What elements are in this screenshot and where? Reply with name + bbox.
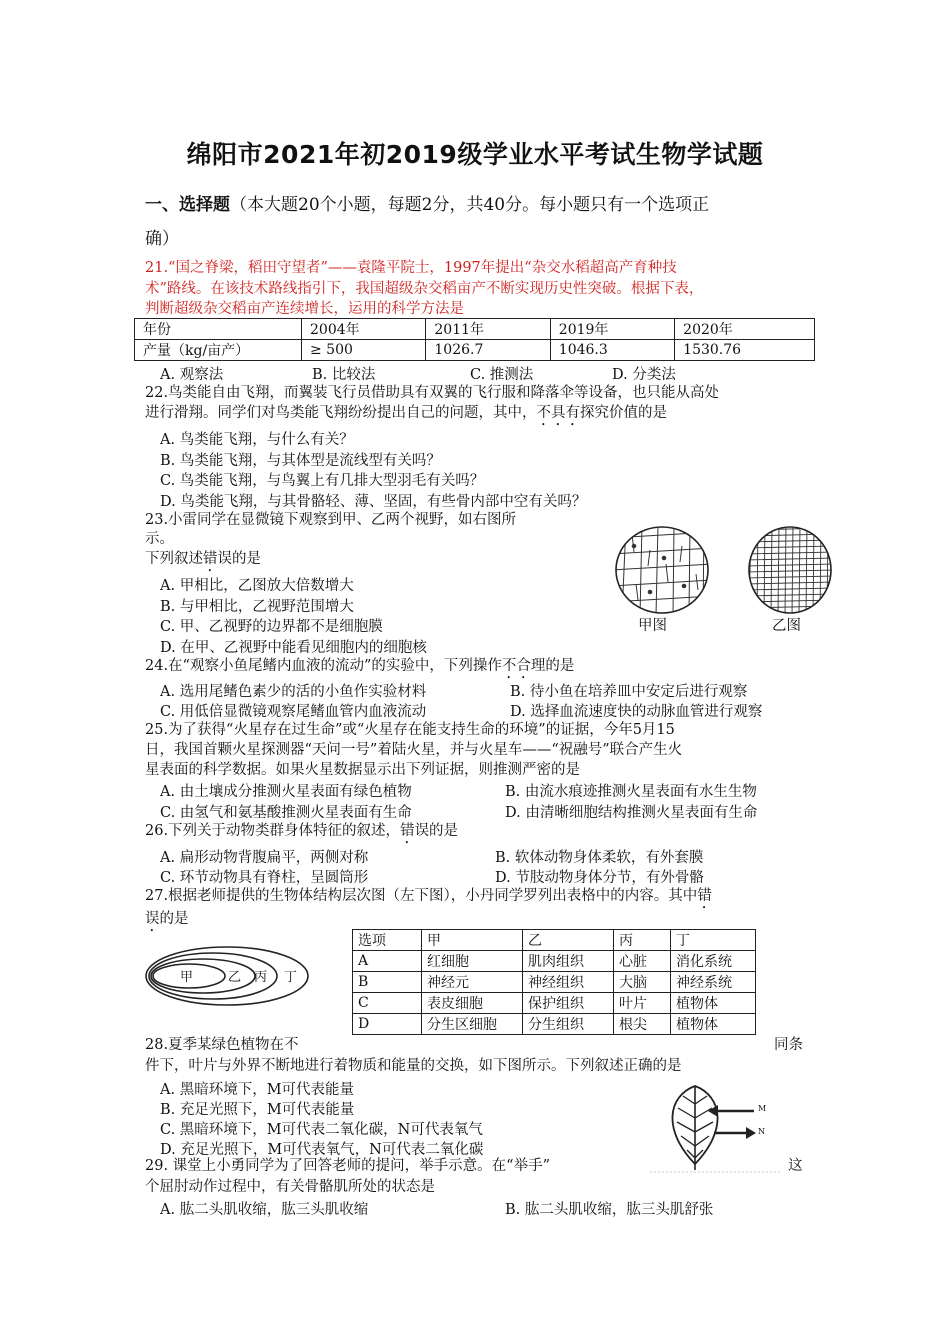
table-row <box>353 1014 756 1035</box>
diagram-label-bing: 丙 <box>254 970 268 985</box>
q24-option-d: D. 选择血流速度快的动脉血管进行观察 <box>510 704 763 720</box>
table-cell: 丁 <box>671 930 756 951</box>
table-cell: 红细胞 <box>422 951 523 972</box>
table-cell: 1530.76 <box>675 340 815 361</box>
q24-line-1-pre: 24.在“观察小鱼尾鳍内血液的流动”的实验中，下列操作 <box>145 658 502 674</box>
table-row <box>353 993 756 1014</box>
q26-option-d: D. 节肢动物身体分节，有外骨骼 <box>495 870 704 886</box>
q23-line-3 <box>145 549 261 575</box>
caption-view-b: 乙图 <box>772 618 801 634</box>
table-cell: 神经组织 <box>523 972 614 993</box>
q22-line-2-pre: 进行滑翔。同学们对鸟类能飞翔纷纷提出自己的问题，其中， <box>145 405 537 421</box>
q22-option-c: C. 鸟类能飞翔，与鸟翼上有几排大型羽毛有关吗？ <box>160 473 485 489</box>
table-cell: 1046.3 <box>550 340 674 361</box>
q28-option-a: A. 黑暗环境下，M可代表能量 <box>160 1082 355 1098</box>
q23-option-a: A. 甲相比，乙图放大倍数增大 <box>160 578 354 594</box>
q27-line-1-pre: 27.根据老师提供的生物体结构层次图（左下图），小丹同学罗列出表格中的内容。其中 <box>145 888 698 904</box>
table-row <box>353 951 756 972</box>
q27-line-2 <box>145 909 189 935</box>
q27-table <box>352 929 756 1035</box>
q28-option-c: C. 黑暗环境下，M可代表二氧化碳，N可代表氧气 <box>160 1122 483 1138</box>
table-cell: 2004年 <box>302 319 426 340</box>
table-cell: 植物体 <box>671 1014 756 1035</box>
q25-option-b: B. 由流水痕迹推测火星表面有水生生物 <box>505 784 757 800</box>
q25-line-1: 25.为了获得“火星存在过生命”或“火星存在能支持生命的环境”的证据，今年5月15 <box>145 722 675 738</box>
diagram-label-ding: 丁 <box>284 970 298 985</box>
table-cell: 2019年 <box>550 319 674 340</box>
q28-option-b: B. 充足光照下，M可代表能量 <box>160 1102 355 1118</box>
q24-option-a: A. 选用尾鳍色素少的活的小鱼作实验材料 <box>160 684 427 700</box>
table-cell: 表皮细胞 <box>422 993 523 1014</box>
q21-option-b: B. 比较法 <box>312 367 376 383</box>
q26-line-1-post: 误的是 <box>414 823 459 839</box>
table-cell: 保护组织 <box>523 993 614 1014</box>
table-cell: 消化系统 <box>671 951 756 972</box>
q26-option-a: A. 扁形动物背腹扁平，两侧对称 <box>160 850 369 866</box>
q28-line-1-post: 同条 <box>774 1037 803 1053</box>
table-row <box>135 319 815 340</box>
table-row <box>353 972 756 993</box>
section-desc-1: （本大题20个小题，每题2分，共40分。每小题只有一个选项正 <box>230 195 710 215</box>
q29-option-b: B. 肱二头肌收缩，肱三头肌舒张 <box>505 1202 714 1218</box>
q29-line-1-pre: 29. 课堂上小勇同学为了回答老师的提问，举手示意。在“举手” <box>145 1158 550 1174</box>
q29-option-a: A. 肱二头肌收缩，肱三头肌收缩 <box>160 1202 369 1218</box>
q23-line-1: 23.小雷同学在显微镜下观察到甲、乙两个视野，如右图所 <box>145 512 517 528</box>
q26-line-1 <box>145 821 458 847</box>
table-cell: 2011年 <box>426 319 550 340</box>
q23-line-3-post: 误的是 <box>217 551 261 567</box>
table-cell: 甲 <box>422 930 523 951</box>
section-title: 一、选择题 <box>145 195 230 215</box>
q25-option-c: C. 由氢气和氨基酸推测火星表面有生命 <box>160 805 412 821</box>
table-cell: 根尖 <box>614 1014 671 1035</box>
q21-option-d: D. 分类法 <box>612 367 676 383</box>
table-cell: 丙 <box>614 930 671 951</box>
q27-emphasis-1: 错 <box>697 888 712 904</box>
table-cell: 分生组织 <box>523 1014 614 1035</box>
q21-table <box>134 318 815 361</box>
table-cell: 神经元 <box>422 972 523 993</box>
q22-option-d: D. 鸟类能飞翔，与其骨骼轻、薄、坚固，有些骨内部中空有关吗？ <box>160 494 587 510</box>
table-cell: ≥ 500 <box>302 340 426 361</box>
table-cell: 分生区细胞 <box>422 1014 523 1035</box>
q25-option-d: D. 由清晰细胞结构推测火星表面有生命 <box>505 805 758 821</box>
q25-line-2: 日，我国首颗火星探测器“天问一号”着陆火星，并与火星车——“祝融号”联合产生火 <box>145 742 683 758</box>
q22-option-a: A. 鸟类能飞翔，与什么有关？ <box>160 432 354 448</box>
q22-emphasis: 不具有 <box>536 405 580 421</box>
table-cell: 1026.7 <box>426 340 550 361</box>
q24-line-1-post: 理的是 <box>530 658 575 674</box>
section-heading <box>145 190 709 215</box>
q26-emphasis: 错 <box>400 823 415 839</box>
q21-line-1: 21.“国之脊梁，稻田守望者”——袁隆平院士，1997年提出“杂交水稻超高产育种技 <box>145 260 677 276</box>
q22-line-2-post: 探究价值的是 <box>580 405 667 421</box>
q29-line-1-post: 这 <box>788 1158 803 1174</box>
table-cell: A <box>353 951 422 972</box>
table-cell: 神经系统 <box>671 972 756 993</box>
table-cell: B <box>353 972 422 993</box>
q21-line-2: 术”路线。在该技术路线指引下，我国超级杂交稻亩产不断实现历史性突破。根据下表， <box>145 281 704 297</box>
q28-option-d: D. 充足光照下，M可代表氧气，N可代表二氧化碳 <box>160 1142 484 1158</box>
table-cell: 产量（kg/亩产） <box>135 340 302 361</box>
q25-option-a: A. 由土壤成分推测火星表面有绿色植物 <box>160 784 412 800</box>
q21-option-c: C. 推测法 <box>470 367 534 383</box>
table-cell: D <box>353 1014 422 1035</box>
table-cell: 年份 <box>135 319 302 340</box>
q28-line-2: 件下，叶片与外界不断地进行着物质和能量的交换，如下图所示。下列叙述正确的是 <box>145 1058 682 1074</box>
arrow-label-n: N <box>758 1127 765 1136</box>
q24-option-c: C. 用低倍显微镜观察尾鳍血管内血液流动 <box>160 704 427 720</box>
q27-line-1 <box>145 886 712 912</box>
table-row <box>353 930 756 951</box>
q23-emphasis: 错 <box>203 551 218 567</box>
q23-line-2: 示。 <box>145 531 174 547</box>
q23-option-c: C. 甲、乙视野的边界都不是细胞膜 <box>160 619 383 635</box>
page-title: 绵阳市2021年初2019级学业水平考试生物学试题 <box>186 140 764 169</box>
q27-line-2-post: 的是 <box>159 911 189 927</box>
q24-emphasis: 不合 <box>501 658 531 674</box>
arrow-label-m: M <box>758 1104 767 1113</box>
table-cell: 植物体 <box>671 993 756 1014</box>
caption-view-a: 甲图 <box>638 618 667 634</box>
q22-option-b: B. 鸟类能飞翔，与其体型是流线型有关吗？ <box>160 453 441 469</box>
q25-line-3: 星表面的科学数据。如果火星数据显示出下列证据，则推测严密的是 <box>145 762 580 778</box>
table-cell: 心脏 <box>614 951 671 972</box>
table-cell: 2020年 <box>675 319 815 340</box>
table-cell: C <box>353 993 422 1014</box>
q26-line-1-pre: 26.下列关于动物类群身体特征的叙述， <box>145 823 401 839</box>
q23-line-3-pre: 下列叙述 <box>145 551 203 567</box>
q29-line-2: 个屈肘动作过程中，有关骨骼肌所处的状态是 <box>145 1179 435 1195</box>
microscope-view-b-figure <box>745 524 835 616</box>
diagram-label-yi: 乙 <box>228 970 242 985</box>
q22-line-1: 22.鸟类能自由飞翔，而翼装飞行员借助具有双翼的飞行服和降落伞等设备，也只能从高处 <box>145 385 720 401</box>
q23-option-d: D. 在甲、乙视野中能看见细胞内的细胞核 <box>160 640 427 656</box>
diagram-label-jia: 甲 <box>180 970 194 985</box>
q27-emphasis-2: 误 <box>145 911 160 927</box>
table-cell: 乙 <box>523 930 614 951</box>
q28-line-1-pre: 28.夏季某绿色植物在不 <box>145 1037 299 1053</box>
table-cell: 大脑 <box>614 972 671 993</box>
microscope-view-a-figure <box>612 524 712 616</box>
section-desc-2: 确） <box>145 229 179 249</box>
q24-option-b: B. 待小鱼在培养皿中安定后进行观察 <box>510 684 748 700</box>
q23-option-b: B. 与甲相比，乙视野范围增大 <box>160 599 354 615</box>
table-row <box>135 340 815 361</box>
q24-line-1 <box>145 656 574 682</box>
q26-option-c: C. 环节动物具有脊柱，呈圆筒形 <box>160 870 369 886</box>
q26-option-b: B. 软体动物身体柔软，有外套膜 <box>495 850 704 866</box>
table-cell: 肌肉组织 <box>523 951 614 972</box>
table-cell: 叶片 <box>614 993 671 1014</box>
q21-line-3: 判断超级杂交稻亩产连续增长，运用的科学方法是 <box>145 301 464 317</box>
q21-option-a: A. 观察法 <box>160 367 224 383</box>
table-cell: 选项 <box>353 930 422 951</box>
q22-line-2 <box>145 403 667 429</box>
